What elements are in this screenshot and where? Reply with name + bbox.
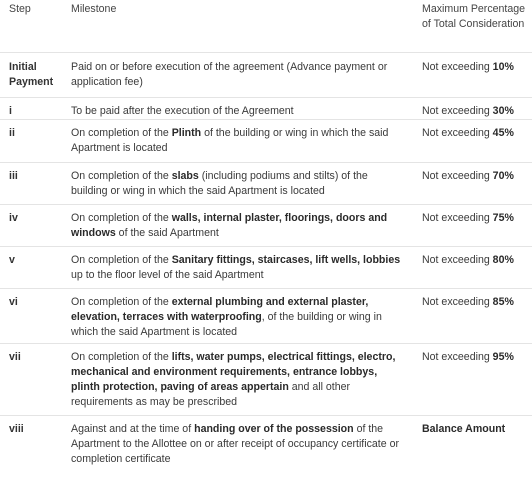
milestone-text: (including podiums and stilts) of the building or wing in which the said Apartment is located bbox=[71, 170, 368, 197]
percentage-prefix: Not exceeding bbox=[422, 296, 493, 308]
step-cell: viii bbox=[9, 423, 24, 435]
milestone-cell bbox=[70, 350, 412, 410]
step-cell: Initial Payment bbox=[9, 61, 54, 88]
step-cell: v bbox=[9, 254, 15, 266]
percentage-prefix: Not exceeding bbox=[422, 212, 493, 224]
percentage-prefix: Not exceeding bbox=[422, 351, 493, 363]
step-cell: iii bbox=[9, 170, 18, 182]
percentage-value: 85% bbox=[492, 296, 514, 308]
milestone-text: , of the building or wing in which the said Apartment is located bbox=[71, 311, 382, 338]
milestone-text: of the said Apartment bbox=[115, 227, 219, 239]
percentage-prefix: Not exceeding bbox=[422, 170, 493, 182]
milestone-text: On completion of the bbox=[71, 351, 172, 363]
percentage-value: 45% bbox=[492, 127, 514, 139]
milestone-bold-text: Plinth bbox=[171, 127, 202, 139]
milestone-text: On completion of the bbox=[71, 212, 172, 224]
milestone-bold-text: lifts, water pumps, electrical fittings, electro, mechanical and environment requirements, entrance lobbys, plinth protection, paving of areas appertain bbox=[71, 351, 396, 393]
milestone-cell bbox=[70, 295, 412, 340]
milestone-cell bbox=[70, 422, 412, 467]
milestone-bold-text: Sanitary fittings, staircases, lift wells, lobbies bbox=[171, 254, 401, 266]
milestone-text: Paid on or before execution of the agreement (Advance payment or application fee) bbox=[71, 61, 388, 88]
table-row bbox=[0, 344, 532, 416]
percentage-value: 95% bbox=[492, 351, 514, 363]
percentage-cell bbox=[412, 60, 532, 75]
milestone-cell bbox=[70, 104, 412, 119]
header-step: Step bbox=[9, 3, 31, 15]
percentage-value: 80% bbox=[492, 254, 514, 266]
percentage-value: 10% bbox=[492, 61, 514, 73]
milestone-cell bbox=[70, 126, 412, 156]
percentage-value: 70% bbox=[492, 170, 514, 182]
percentage-prefix: Not exceeding bbox=[422, 105, 493, 117]
milestone-cell bbox=[70, 60, 412, 90]
percentage-value: 30% bbox=[492, 105, 514, 117]
step-cell: i bbox=[9, 105, 12, 117]
milestone-text: up to the floor level of the said Apartment bbox=[71, 269, 264, 281]
percentage-cell bbox=[412, 422, 532, 437]
step-cell: vii bbox=[9, 351, 21, 363]
milestone-cell bbox=[70, 253, 412, 283]
percentage-value: 75% bbox=[492, 212, 514, 224]
milestone-text: On completion of the bbox=[71, 296, 172, 308]
milestone-bold-text: slabs bbox=[171, 170, 199, 182]
table-row bbox=[0, 163, 532, 205]
milestone-bold-text: walls, internal plaster, floorings, doors and windows bbox=[71, 212, 388, 239]
percentage-cell bbox=[412, 211, 532, 226]
milestone-text: On completion of the bbox=[71, 254, 172, 266]
milestone-text: Against and at the time of bbox=[71, 423, 195, 435]
table-header-row bbox=[0, 0, 532, 53]
milestone-text: To be paid after the execution of the Agreement bbox=[71, 105, 294, 117]
milestone-text: On completion of the bbox=[71, 170, 172, 182]
table-row bbox=[0, 120, 532, 163]
table-row bbox=[0, 416, 532, 467]
milestone-bold-text: external plumbing and external plaster, elevation, terraces with waterproofing bbox=[71, 296, 369, 323]
percentage-cell bbox=[412, 350, 532, 365]
percentage-cell bbox=[412, 104, 532, 119]
percentage-prefix: Not exceeding bbox=[422, 61, 493, 73]
header-milestone: Milestone bbox=[71, 3, 117, 15]
milestone-cell bbox=[70, 211, 412, 241]
milestone-text: of the building or wing in which the said Apartment is located bbox=[71, 127, 389, 154]
table-row bbox=[0, 53, 532, 98]
percentage-value: Balance Amount bbox=[422, 423, 506, 435]
table-row bbox=[0, 247, 532, 289]
percentage-prefix: Not exceeding bbox=[422, 127, 493, 139]
table-body bbox=[0, 53, 532, 467]
percentage-cell bbox=[412, 169, 532, 184]
step-cell: iv bbox=[9, 212, 18, 224]
milestone-text: of the Apartment to the Allottee on or after receipt of occupancy certificate or completion certificate bbox=[71, 423, 399, 465]
percentage-prefix: Not exceeding bbox=[422, 254, 493, 266]
header-percentage: Maximum Percentage of Total Consideration bbox=[422, 3, 526, 30]
percentage-cell bbox=[412, 295, 532, 310]
percentage-cell bbox=[412, 126, 532, 141]
milestone-text: and all other requirements as may be prescribed bbox=[71, 381, 351, 408]
step-cell: vi bbox=[9, 296, 18, 308]
table-row bbox=[0, 205, 532, 247]
table-row bbox=[0, 289, 532, 344]
milestone-bold-text: handing over of the possession bbox=[194, 423, 354, 435]
percentage-cell bbox=[412, 253, 532, 268]
table-row bbox=[0, 98, 532, 120]
milestone-cell bbox=[70, 169, 412, 199]
step-cell: ii bbox=[9, 127, 15, 139]
milestone-text: On completion of the bbox=[71, 127, 172, 139]
